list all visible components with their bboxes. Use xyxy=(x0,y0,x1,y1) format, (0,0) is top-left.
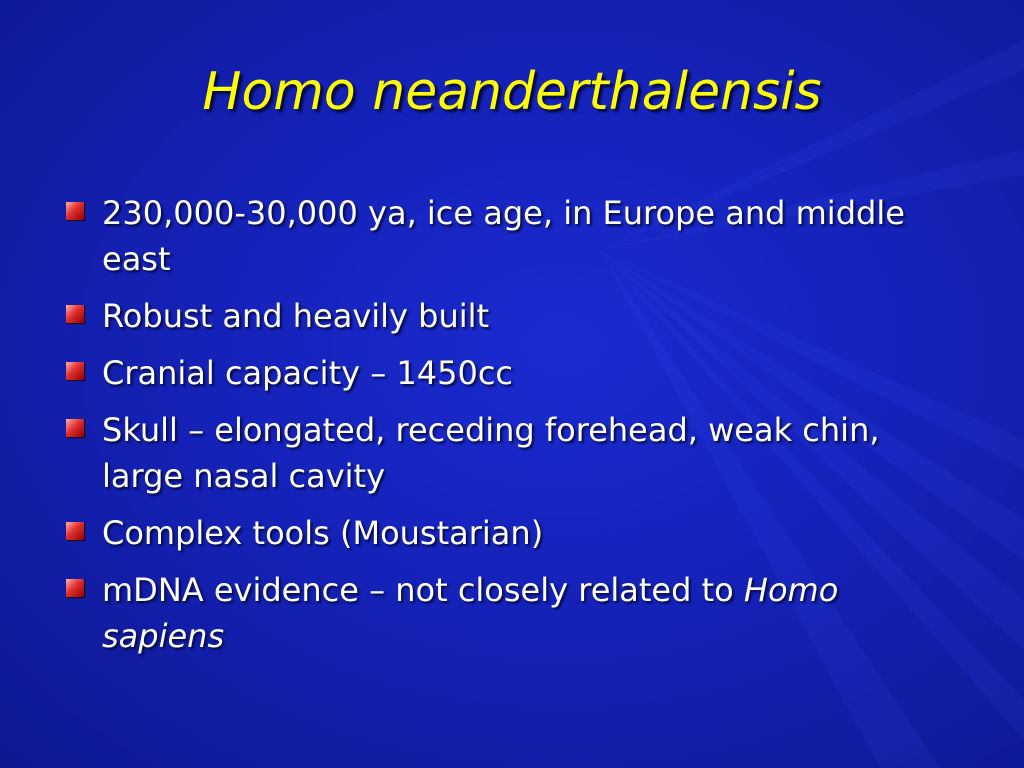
bullet-text: 230,000-30,000 ya, ice age, in Europe and middle east xyxy=(102,194,905,278)
bullet-text: Cranial capacity – 1450cc xyxy=(102,354,514,392)
bullet-item-mdna xyxy=(60,567,960,659)
red-square-bullet-icon xyxy=(66,362,84,380)
bullet-item-date-range xyxy=(60,190,960,282)
red-square-bullet-icon xyxy=(66,202,84,220)
species-name: Homo sapiens xyxy=(102,571,839,655)
bullet-text: Complex tools (Moustarian) xyxy=(102,514,544,552)
red-square-bullet-icon xyxy=(66,522,84,540)
bullet-text: Skull – elongated, receding forehead, weak chin, large nasal cavity xyxy=(102,411,880,495)
bullet-text xyxy=(102,571,838,655)
red-square-bullet-icon xyxy=(66,579,84,597)
bullet-item-build xyxy=(60,293,960,339)
bullet-item-cranial-capacity xyxy=(60,350,960,396)
bullet-item-skull xyxy=(60,407,960,499)
bullet-item-tools xyxy=(60,510,960,556)
slide-title: Homo neanderthalensis xyxy=(202,62,822,122)
bullet-list xyxy=(60,190,960,670)
red-square-bullet-icon xyxy=(66,305,84,323)
red-square-bullet-icon xyxy=(66,419,84,437)
bullet-text-prefix: mDNA evidence – not closely related to xyxy=(102,571,744,609)
bullet-text: Robust and heavily built xyxy=(102,297,490,335)
